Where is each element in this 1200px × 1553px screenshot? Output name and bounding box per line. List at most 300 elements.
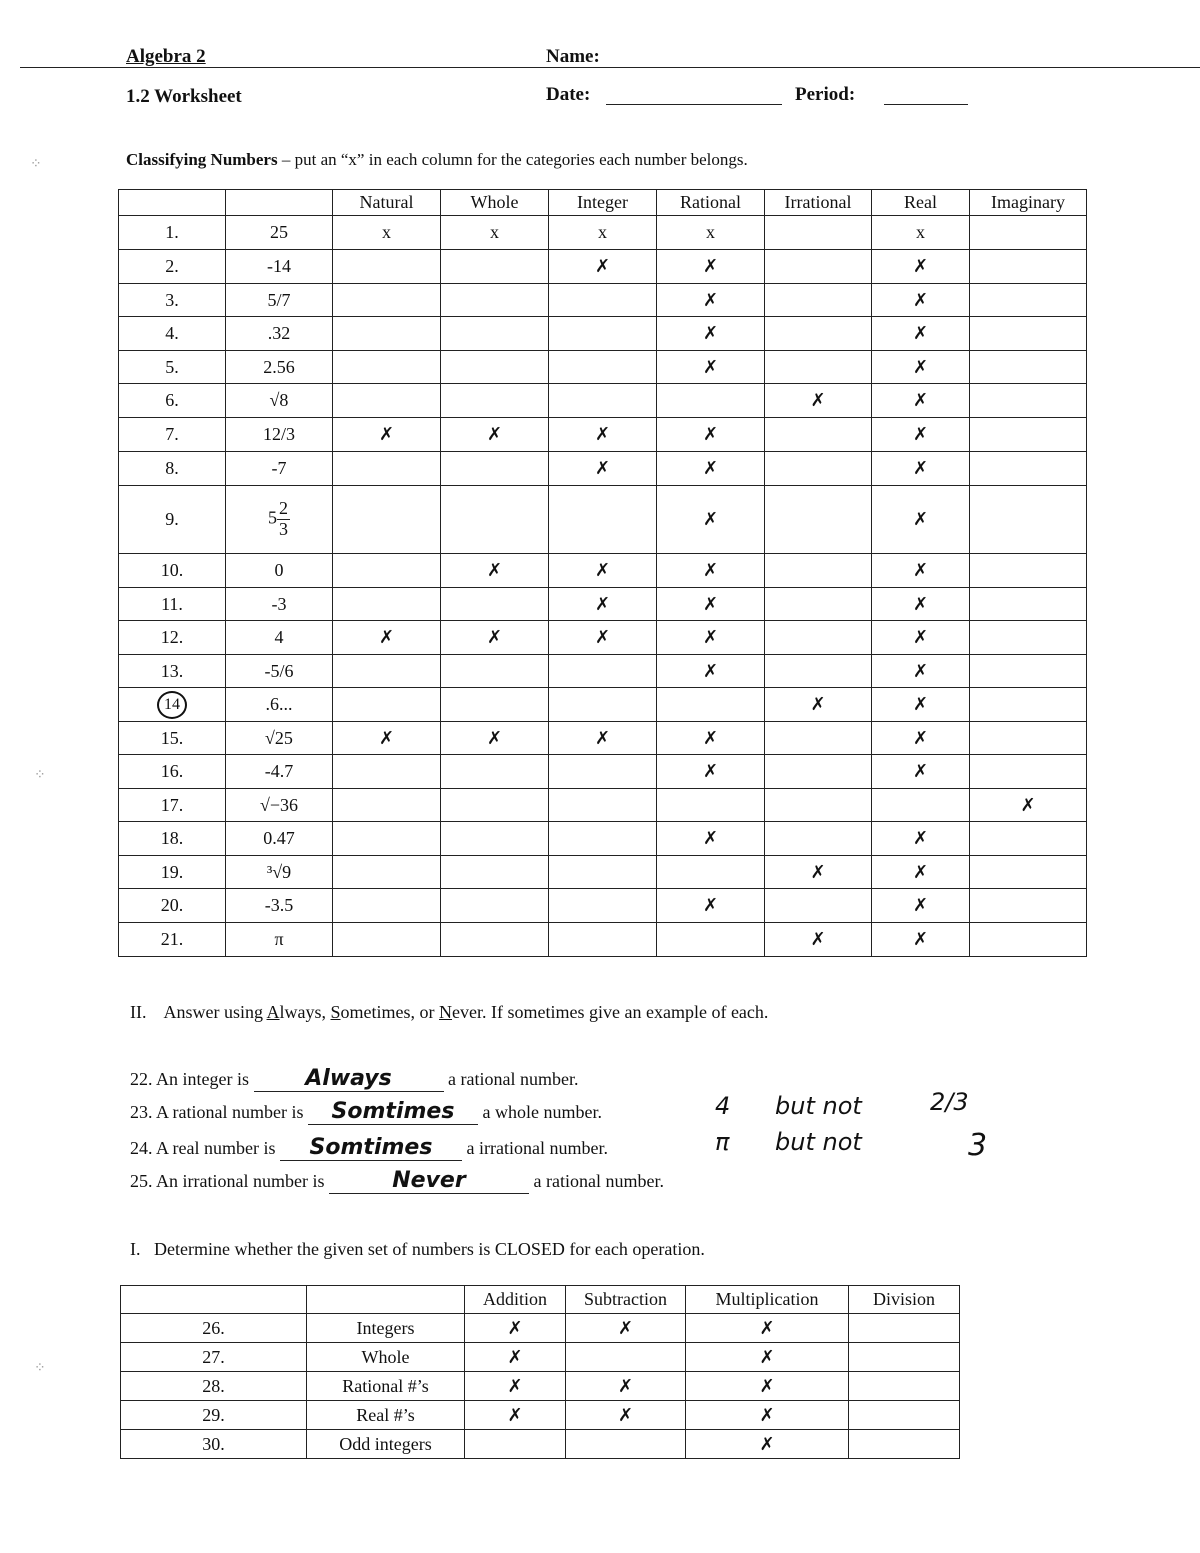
date-label: Date: <box>546 84 591 105</box>
row-number: 13. <box>119 655 226 688</box>
mark-natural[interactable] <box>333 486 441 554</box>
table-row <box>119 250 1087 284</box>
mark-imaginary[interactable] <box>970 923 1087 957</box>
mark-rational[interactable]: ✗ <box>657 284 765 317</box>
mark-imaginary[interactable] <box>970 621 1087 655</box>
row-value: π <box>226 923 333 957</box>
table1-header-row <box>119 190 1087 216</box>
table-row <box>119 621 1087 655</box>
mark-rational[interactable]: ✗ <box>657 889 765 923</box>
question-23 <box>130 1099 602 1125</box>
mark-division[interactable] <box>849 1401 960 1430</box>
mark-imaginary[interactable] <box>970 486 1087 554</box>
row-number: 19. <box>119 856 226 889</box>
question-pre: An integer is <box>156 1069 249 1089</box>
section1-title-bold: Classifying Numbers <box>126 150 278 169</box>
mark-irrational[interactable]: ✗ <box>765 384 872 418</box>
mark-integer[interactable] <box>549 655 657 688</box>
mark-whole[interactable]: ✗ <box>441 621 549 655</box>
mark-addition[interactable]: ✗ <box>465 1372 566 1401</box>
mark-real[interactable]: ✗ <box>872 889 970 923</box>
mark-natural[interactable] <box>333 655 441 688</box>
row-value: -14 <box>226 250 333 284</box>
mark-natural[interactable] <box>333 755 441 789</box>
mark-rational[interactable]: ✗ <box>657 554 765 588</box>
mark-subtraction[interactable]: ✗ <box>566 1314 686 1343</box>
table-row <box>121 1430 960 1459</box>
mark-integer[interactable]: ✗ <box>549 588 657 621</box>
row-number <box>119 688 226 722</box>
mark-irrational[interactable]: ✗ <box>765 856 872 889</box>
classification-table <box>118 189 1087 957</box>
table-row <box>119 554 1087 588</box>
mark-imaginary[interactable] <box>970 889 1087 923</box>
answer-blank[interactable] <box>254 1066 444 1092</box>
scan-speck: ⁘ <box>34 1361 46 1376</box>
question-number: 25. <box>130 1171 153 1191</box>
row-number: 27. <box>121 1343 307 1372</box>
period-label: Period: <box>795 84 856 105</box>
section3-roman: I. <box>130 1239 141 1259</box>
mark-subtraction[interactable]: ✗ <box>566 1372 686 1401</box>
mark-real[interactable]: ✗ <box>872 317 970 351</box>
row-number: 28. <box>121 1372 307 1401</box>
mark-multiplication[interactable]: ✗ <box>686 1314 849 1343</box>
mark-irrational[interactable] <box>765 452 872 486</box>
numerator: 2 <box>279 498 288 519</box>
mark-real[interactable]: ✗ <box>872 384 970 418</box>
mark-integer[interactable] <box>549 317 657 351</box>
mark-whole[interactable] <box>441 588 549 621</box>
table-row <box>119 486 1087 554</box>
mark-whole[interactable] <box>441 856 549 889</box>
mark-imaginary[interactable] <box>970 284 1087 317</box>
mark-real[interactable]: ✗ <box>872 923 970 957</box>
table-row <box>119 856 1087 889</box>
question-post: a rational number. <box>533 1171 664 1191</box>
mark-natural[interactable] <box>333 688 441 722</box>
mark-natural[interactable] <box>333 384 441 418</box>
mark-rational[interactable]: ✗ <box>657 452 765 486</box>
question-number: 23. <box>130 1102 153 1122</box>
row-value: -5/6 <box>226 655 333 688</box>
mark-real[interactable]: x <box>872 216 970 250</box>
mark-rational[interactable] <box>657 923 765 957</box>
section3-instruction <box>130 1239 705 1260</box>
mark-real[interactable]: ✗ <box>872 688 970 722</box>
mark-division[interactable] <box>849 1430 960 1459</box>
row-value: .6... <box>226 688 333 722</box>
mark-natural[interactable] <box>333 452 441 486</box>
table-row <box>119 923 1087 957</box>
mark-imaginary[interactable] <box>970 250 1087 284</box>
mark-subtraction[interactable]: ✗ <box>566 1401 686 1430</box>
question-number: 22. <box>130 1069 153 1089</box>
col-natural: Natural <box>333 190 441 216</box>
mark-integer[interactable]: ✗ <box>549 250 657 284</box>
denominator: 3 <box>279 519 288 539</box>
mark-real[interactable]: ✗ <box>872 755 970 789</box>
mark-whole[interactable] <box>441 822 549 856</box>
row-value: 0.47 <box>226 822 333 856</box>
mark-integer[interactable] <box>549 688 657 722</box>
mark-whole[interactable]: x <box>441 216 549 250</box>
question-24 <box>130 1135 608 1161</box>
mark-addition[interactable]: ✗ <box>465 1343 566 1372</box>
row-value: 12/3 <box>226 418 333 452</box>
table-row <box>121 1401 960 1430</box>
question-number: 24. <box>130 1138 153 1158</box>
row-number: 20. <box>119 889 226 923</box>
row-number: 7. <box>119 418 226 452</box>
mark-imaginary[interactable] <box>970 418 1087 452</box>
row-number: 18. <box>119 822 226 856</box>
mark-imaginary[interactable] <box>970 384 1087 418</box>
col-whole: Whole <box>441 190 549 216</box>
header-blank-set <box>307 1286 465 1314</box>
mark-real[interactable]: ✗ <box>872 250 970 284</box>
mark-rational[interactable]: ✗ <box>657 486 765 554</box>
note-24-a: π <box>715 1128 730 1156</box>
mark-addition[interactable]: ✗ <box>465 1401 566 1430</box>
mark-imaginary[interactable] <box>970 655 1087 688</box>
row-value: 5/7 <box>226 284 333 317</box>
row-number: 3. <box>119 284 226 317</box>
mark-rational[interactable] <box>657 688 765 722</box>
mark-rational[interactable]: ✗ <box>657 351 765 384</box>
row-value: .32 <box>226 317 333 351</box>
mark-natural[interactable] <box>333 317 441 351</box>
mark-multiplication[interactable]: ✗ <box>686 1401 849 1430</box>
mark-irrational[interactable] <box>765 588 872 621</box>
mark-whole[interactable] <box>441 923 549 957</box>
row-value: 0 <box>226 554 333 588</box>
header-blank-num <box>121 1286 307 1314</box>
mark-addition[interactable] <box>465 1430 566 1459</box>
row-number: 26. <box>121 1314 307 1343</box>
mark-imaginary[interactable] <box>970 822 1087 856</box>
word-never: Never <box>439 1002 483 1022</box>
mark-natural[interactable] <box>333 588 441 621</box>
row-number-circled: 14 <box>157 691 187 719</box>
mark-imaginary[interactable] <box>970 554 1087 588</box>
mark-rational[interactable]: ✗ <box>657 588 765 621</box>
mark-irrational[interactable] <box>765 789 872 822</box>
number-set: Real #’s <box>307 1401 465 1430</box>
note-23-b: but not <box>775 1092 862 1120</box>
date-blank[interactable] <box>606 104 782 105</box>
row-number: 9. <box>119 486 226 554</box>
number-set: Integers <box>307 1314 465 1343</box>
note-24-b: but not <box>775 1128 862 1156</box>
mark-real[interactable]: ✗ <box>872 284 970 317</box>
mark-whole[interactable] <box>441 384 549 418</box>
mark-rational[interactable]: ✗ <box>657 722 765 755</box>
section1-title <box>126 150 748 170</box>
mark-whole[interactable] <box>441 655 549 688</box>
section2-instruction-b: . If sometimes give an example of each. <box>482 1002 769 1022</box>
mark-integer[interactable]: ✗ <box>549 418 657 452</box>
mark-real[interactable]: ✗ <box>872 655 970 688</box>
table-row <box>119 384 1087 418</box>
mark-natural[interactable] <box>333 923 441 957</box>
col-imaginary: Imaginary <box>970 190 1087 216</box>
mark-imaginary[interactable] <box>970 755 1087 789</box>
mark-irrational[interactable] <box>765 317 872 351</box>
table-row <box>119 351 1087 384</box>
mark-subtraction[interactable] <box>566 1430 686 1459</box>
row-value: 4 <box>226 621 333 655</box>
fraction <box>277 499 290 540</box>
mark-irrational[interactable] <box>765 755 872 789</box>
mark-subtraction[interactable] <box>566 1343 686 1372</box>
mark-integer[interactable]: ✗ <box>549 722 657 755</box>
mark-rational[interactable]: ✗ <box>657 621 765 655</box>
mark-imaginary[interactable] <box>970 688 1087 722</box>
table-row <box>119 789 1087 822</box>
mark-real[interactable]: ✗ <box>872 452 970 486</box>
mark-integer[interactable]: ✗ <box>549 621 657 655</box>
table-row <box>119 755 1087 789</box>
row-value: √25 <box>226 722 333 755</box>
col-irrational: Irrational <box>765 190 872 216</box>
number-set: Whole <box>307 1343 465 1372</box>
table-row <box>121 1372 960 1401</box>
mark-whole[interactable] <box>441 351 549 384</box>
mark-real[interactable]: ✗ <box>872 486 970 554</box>
mark-division[interactable] <box>849 1314 960 1343</box>
mark-irrational[interactable] <box>765 621 872 655</box>
mark-irrational[interactable] <box>765 554 872 588</box>
row-value: √−36 <box>226 789 333 822</box>
mark-rational[interactable]: ✗ <box>657 755 765 789</box>
mark-integer[interactable]: ✗ <box>549 452 657 486</box>
mark-integer[interactable] <box>549 486 657 554</box>
mark-natural[interactable]: x <box>333 216 441 250</box>
worksheet-title: 1.2 Worksheet <box>126 86 242 107</box>
mark-natural[interactable] <box>333 250 441 284</box>
mark-integer[interactable] <box>549 755 657 789</box>
mark-irrational[interactable]: ✗ <box>765 923 872 957</box>
answer-text: Never <box>392 1168 466 1193</box>
mark-whole[interactable] <box>441 250 549 284</box>
mark-imaginary[interactable] <box>970 722 1087 755</box>
mark-division[interactable] <box>849 1343 960 1372</box>
row-value: 25 <box>226 216 333 250</box>
name-label: Name: <box>546 46 600 67</box>
row-number: 5. <box>119 351 226 384</box>
mark-whole[interactable]: ✗ <box>441 722 549 755</box>
mark-rational[interactable] <box>657 789 765 822</box>
mark-irrational[interactable] <box>765 655 872 688</box>
mark-natural[interactable]: ✗ <box>333 418 441 452</box>
answer-blank[interactable] <box>308 1099 478 1125</box>
mark-irrational[interactable] <box>765 216 872 250</box>
mark-integer[interactable]: x <box>549 216 657 250</box>
mark-integer[interactable] <box>549 889 657 923</box>
section1-title-rest: – put an “x” in each column for the categories each number belongs. <box>277 150 748 169</box>
mark-natural[interactable] <box>333 822 441 856</box>
row-value: -3.5 <box>226 889 333 923</box>
answer-text: Somtimes <box>331 1099 455 1124</box>
mark-real[interactable]: ✗ <box>872 588 970 621</box>
mark-integer[interactable] <box>549 351 657 384</box>
mark-imaginary[interactable] <box>970 452 1087 486</box>
mark-real[interactable]: ✗ <box>872 554 970 588</box>
section2-or: , or <box>410 1002 440 1022</box>
mark-natural[interactable]: ✗ <box>333 621 441 655</box>
note-24-c: 3 <box>968 1128 988 1163</box>
mark-multiplication[interactable]: ✗ <box>686 1430 849 1459</box>
mark-division[interactable] <box>849 1372 960 1401</box>
mark-integer[interactable] <box>549 923 657 957</box>
mark-natural[interactable]: ✗ <box>333 722 441 755</box>
mark-whole[interactable] <box>441 284 549 317</box>
mark-irrational[interactable] <box>765 722 872 755</box>
table-row <box>119 889 1087 923</box>
table-row <box>119 317 1087 351</box>
period-blank[interactable] <box>884 104 968 105</box>
mark-imaginary[interactable] <box>970 588 1087 621</box>
mark-real[interactable]: ✗ <box>872 418 970 452</box>
mark-multiplication[interactable]: ✗ <box>686 1343 849 1372</box>
header-blank-value <box>226 190 333 216</box>
row-number: 6. <box>119 384 226 418</box>
mark-real[interactable]: ✗ <box>872 621 970 655</box>
mark-integer[interactable]: ✗ <box>549 554 657 588</box>
table-row <box>121 1314 960 1343</box>
mark-rational[interactable]: ✗ <box>657 655 765 688</box>
scan-speck: ⁘ <box>34 768 46 783</box>
mark-multiplication[interactable]: ✗ <box>686 1372 849 1401</box>
mark-whole[interactable] <box>441 452 549 486</box>
mark-irrational[interactable] <box>765 822 872 856</box>
scan-speck: ⁘ <box>30 157 42 172</box>
table-row <box>121 1343 960 1372</box>
mark-imaginary[interactable] <box>970 351 1087 384</box>
mark-rational[interactable] <box>657 384 765 418</box>
mark-real[interactable]: ✗ <box>872 722 970 755</box>
answer-text: Always <box>305 1066 392 1091</box>
mark-whole[interactable] <box>441 688 549 722</box>
mark-whole[interactable] <box>441 789 549 822</box>
mark-real[interactable]: ✗ <box>872 351 970 384</box>
mark-natural[interactable] <box>333 351 441 384</box>
mark-integer[interactable] <box>549 284 657 317</box>
mark-rational[interactable] <box>657 856 765 889</box>
question-post: a irrational number. <box>466 1138 608 1158</box>
mark-natural[interactable] <box>333 554 441 588</box>
header-blank-num <box>119 190 226 216</box>
mark-imaginary[interactable]: ✗ <box>970 789 1087 822</box>
mark-addition[interactable]: ✗ <box>465 1314 566 1343</box>
mark-irrational[interactable] <box>765 889 872 923</box>
mark-imaginary[interactable] <box>970 216 1087 250</box>
answer-text: Somtimes <box>309 1135 433 1160</box>
number-set: Odd integers <box>307 1430 465 1459</box>
mark-integer[interactable] <box>549 789 657 822</box>
word-always: Always <box>266 1002 322 1022</box>
row-number: 10. <box>119 554 226 588</box>
mark-whole[interactable] <box>441 486 549 554</box>
row-number: 4. <box>119 317 226 351</box>
mark-irrational[interactable] <box>765 486 872 554</box>
row-number: 8. <box>119 452 226 486</box>
table-row <box>119 418 1087 452</box>
mixed-whole: 5 <box>268 507 277 528</box>
closure-table <box>120 1285 960 1459</box>
mark-whole[interactable]: ✗ <box>441 554 549 588</box>
mark-whole[interactable] <box>441 755 549 789</box>
mark-integer[interactable] <box>549 856 657 889</box>
mark-real[interactable]: ✗ <box>872 856 970 889</box>
mark-integer[interactable] <box>549 822 657 856</box>
section2-comma: , <box>321 1002 331 1022</box>
row-number: 12. <box>119 621 226 655</box>
col-rational: Rational <box>657 190 765 216</box>
table-row <box>119 822 1087 856</box>
mark-irrational[interactable] <box>765 418 872 452</box>
col-subtraction: Subtraction <box>566 1286 686 1314</box>
row-value: ³√9 <box>226 856 333 889</box>
mark-whole[interactable]: ✗ <box>441 418 549 452</box>
mark-irrational[interactable]: ✗ <box>765 688 872 722</box>
mark-rational[interactable]: ✗ <box>657 250 765 284</box>
mark-real[interactable]: ✗ <box>872 822 970 856</box>
row-number: 11. <box>119 588 226 621</box>
row-number: 17. <box>119 789 226 822</box>
row-number: 2. <box>119 250 226 284</box>
mark-natural[interactable] <box>333 284 441 317</box>
mark-irrational[interactable] <box>765 284 872 317</box>
mark-whole[interactable] <box>441 889 549 923</box>
col-multiplication: Multiplication <box>686 1286 849 1314</box>
mark-rational[interactable]: x <box>657 216 765 250</box>
mark-rational[interactable]: ✗ <box>657 418 765 452</box>
row-number: 1. <box>119 216 226 250</box>
table-row <box>119 216 1087 250</box>
mark-irrational[interactable] <box>765 351 872 384</box>
row-value <box>226 486 333 554</box>
mark-irrational[interactable] <box>765 250 872 284</box>
mark-real[interactable] <box>872 789 970 822</box>
col-integer: Integer <box>549 190 657 216</box>
question-pre: A rational number is <box>156 1102 304 1122</box>
mark-natural[interactable] <box>333 789 441 822</box>
section2-roman: II. <box>130 1002 147 1022</box>
table-row <box>119 452 1087 486</box>
row-value: -3 <box>226 588 333 621</box>
question-25 <box>130 1168 664 1194</box>
answer-blank[interactable] <box>329 1168 529 1194</box>
answer-blank[interactable] <box>280 1135 462 1161</box>
table-row <box>119 655 1087 688</box>
mark-natural[interactable] <box>333 856 441 889</box>
mark-imaginary[interactable] <box>970 856 1087 889</box>
mark-natural[interactable] <box>333 889 441 923</box>
mark-rational[interactable]: ✗ <box>657 822 765 856</box>
note-23-c: 2/3 <box>930 1088 969 1116</box>
mark-rational[interactable]: ✗ <box>657 317 765 351</box>
number-set: Rational #’s <box>307 1372 465 1401</box>
row-value: -4.7 <box>226 755 333 789</box>
section2-instruction <box>130 1002 768 1023</box>
table-row <box>119 588 1087 621</box>
mark-whole[interactable] <box>441 317 549 351</box>
question-pre: An irrational number is <box>156 1171 325 1191</box>
mark-integer[interactable] <box>549 384 657 418</box>
mark-imaginary[interactable] <box>970 317 1087 351</box>
